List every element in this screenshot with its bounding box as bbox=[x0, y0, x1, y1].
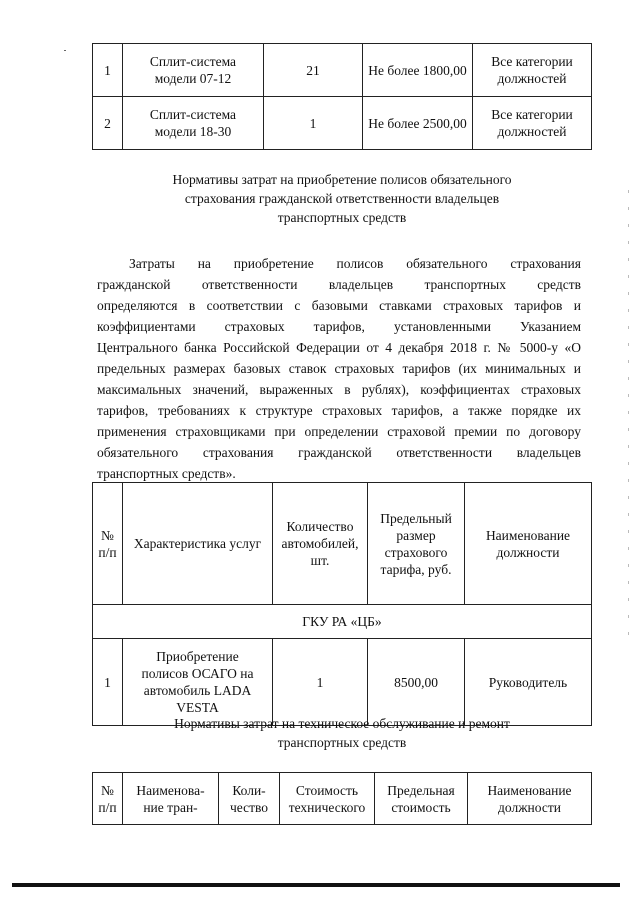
header-vehicle-name: Наименова- ние тран- bbox=[123, 773, 219, 825]
row-number: 1 bbox=[93, 44, 123, 97]
row-number: 2 bbox=[93, 97, 123, 150]
position-name: Все категории должностей bbox=[473, 97, 592, 150]
organization-label: ГКУ РА «ЦБ» bbox=[93, 605, 592, 639]
paragraph-line: определяются в соответствии с базовыми ставками страховых тарифов и bbox=[97, 298, 581, 313]
heading-line: страхования гражданской ответственности владельцев bbox=[184, 191, 500, 206]
table-row bbox=[93, 44, 592, 97]
section-heading-maintenance bbox=[100, 714, 584, 752]
paragraph-line: Центрального банка Российской Федерации от 4 декабря 2018 г. № 5000-у «О bbox=[97, 340, 581, 355]
table-row bbox=[93, 97, 592, 150]
section-heading-osago bbox=[100, 170, 584, 227]
table-row bbox=[93, 639, 592, 726]
header-num: № п/п bbox=[93, 483, 123, 605]
header-limit: Предельный размер страхового тарифа, руб. bbox=[368, 483, 465, 605]
heading-line: Нормативы затрат на приобретение полисов обязательного bbox=[172, 172, 512, 187]
position-name: Руководитель bbox=[465, 639, 592, 726]
header-position: Наименование должности bbox=[468, 773, 592, 825]
paragraph-line: обязательного страхования гражданской ответственности владельцев bbox=[97, 445, 581, 460]
maintenance-table bbox=[92, 772, 592, 825]
table-group-row bbox=[93, 605, 592, 639]
paragraph-line: транспортных средств». bbox=[97, 466, 236, 481]
scan-edge-marks bbox=[628, 190, 629, 640]
heading-line: транспортных средств bbox=[277, 735, 407, 750]
header-position: Наименование должности bbox=[465, 483, 592, 605]
paragraph-line: гражданской ответственности владельцев транспортных средств bbox=[97, 277, 581, 292]
service-description: Приобретение полисов ОСАГО на автомобиль LADA VESTA bbox=[123, 639, 273, 726]
scan-bottom-edge bbox=[12, 883, 620, 887]
equipment-table bbox=[92, 43, 592, 150]
position-name: Все категории должностей bbox=[473, 44, 592, 97]
row-number: 1 bbox=[93, 639, 123, 726]
osago-table bbox=[92, 482, 592, 726]
header-quantity: Количество автомобилей, шт. bbox=[273, 483, 368, 605]
scan-mark bbox=[64, 50, 66, 51]
equipment-price: Не более 1800,00 bbox=[363, 44, 473, 97]
paragraph-line: Затраты на приобретение полисов обязательного страхования bbox=[129, 256, 581, 271]
header-quantity: Коли- чество bbox=[219, 773, 280, 825]
paragraph-line: предельных размерах базовых ставок страховых тарифов (их минимальных и bbox=[97, 361, 581, 376]
heading-line: Нормативы затрат на техническое обслуживание и ремонт bbox=[174, 716, 510, 731]
table-header-row bbox=[93, 773, 592, 825]
paragraph-line: коэффициентами страховых тарифов, установленными Указанием bbox=[97, 319, 581, 334]
table-header-row bbox=[93, 483, 592, 605]
header-num: № п/п bbox=[93, 773, 123, 825]
vehicle-quantity: 1 bbox=[273, 639, 368, 726]
equipment-quantity: 21 bbox=[264, 44, 363, 97]
equipment-name: Сплит-система модели 07-12 bbox=[123, 44, 264, 97]
equipment-quantity: 1 bbox=[264, 97, 363, 150]
tariff-limit: 8500,00 bbox=[368, 639, 465, 726]
header-cost: Стоимость технического bbox=[280, 773, 375, 825]
equipment-name: Сплит-система модели 18-30 bbox=[123, 97, 264, 150]
paragraph-line: применения страховщиками при определении страховой премии по договору bbox=[97, 424, 581, 439]
header-limit: Предельная стоимость bbox=[375, 773, 468, 825]
paragraph-line: максимальных значений, выраженных в рублях), коэффициентах страховых bbox=[97, 382, 581, 397]
heading-line: транспортных средств bbox=[277, 210, 407, 225]
equipment-price: Не более 2500,00 bbox=[363, 97, 473, 150]
header-service: Характеристика услуг bbox=[123, 483, 273, 605]
paragraph-line: тарифов, требованиях к структуре страховых тарифов, а также порядке их bbox=[97, 403, 581, 418]
osago-paragraph bbox=[97, 253, 581, 484]
